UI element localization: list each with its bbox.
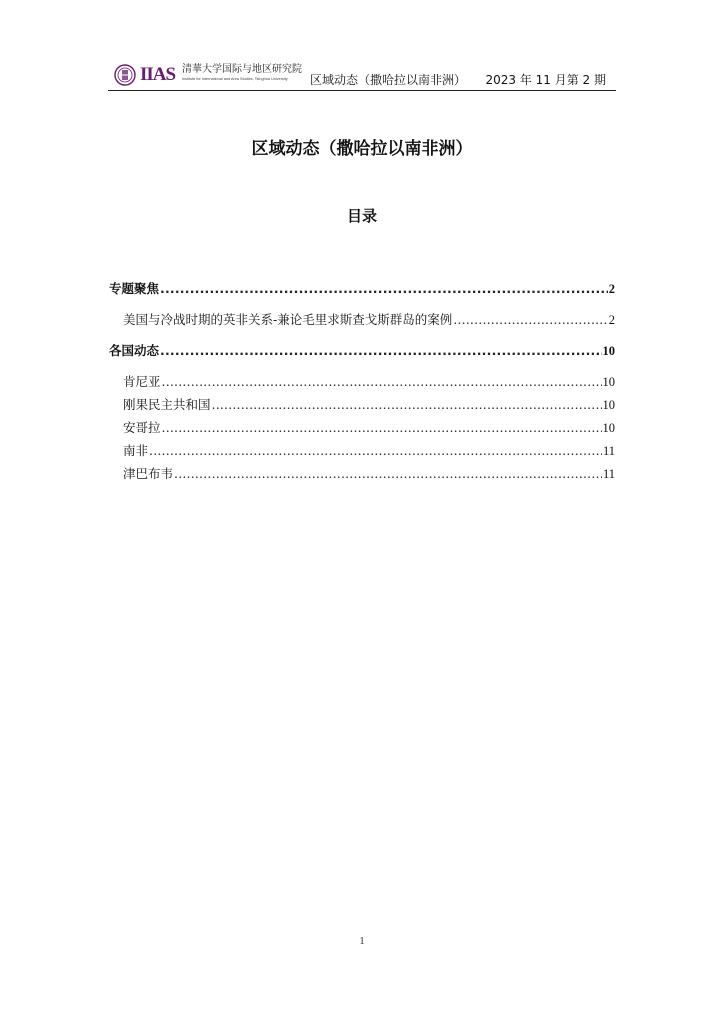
toc-dot-leader [212,396,602,414]
toc-entry[interactable] [109,342,615,365]
toc-entry[interactable] [109,396,615,419]
toc-entry[interactable] [109,311,615,334]
toc-entry[interactable] [109,465,615,488]
tsinghua-seal-icon [114,64,136,86]
logo-chinese-name: 清華大学国际与地区研究院 [182,64,302,75]
toc-entry-label: 津巴布韦 [123,466,174,481]
page-header [108,62,616,91]
toc-entry[interactable] [109,280,615,303]
toc-entry-page: 2 [608,282,615,296]
toc-entry-label: 专题聚焦 [109,281,160,296]
page-number: 1 [359,935,365,947]
toc-entry-page: 10 [602,375,615,389]
toc-dot-leader [160,280,608,298]
toc-dot-leader [160,342,601,360]
toc-entry-label: 美国与冷战时期的英非关系-兼论毛里求斯查戈斯群岛的案例 [123,312,453,327]
toc-heading: 目录 [346,207,377,225]
toc-entry-page: 2 [608,313,615,327]
toc-dot-leader [174,465,602,483]
toc-dot-leader [149,442,602,460]
table-of-contents [109,280,615,488]
toc-dot-leader [162,373,602,391]
toc-entry[interactable] [109,419,615,442]
toc-entry-page: 11 [602,444,615,458]
toc-entry-label: 安哥拉 [123,420,161,435]
header-section-title: 区域动态（撒哈拉以南非洲） [310,73,467,87]
toc-entry-page: 10 [602,344,615,358]
toc-entry-label: 南非 [123,443,149,458]
toc-entry-page: 10 [602,398,615,412]
toc-entry[interactable] [109,442,615,465]
logo-english-name: Institute for International and Area Studies, Tsinghua University [182,77,288,81]
toc-entry-page: 11 [602,467,615,481]
toc-entry-label: 肯尼亚 [123,374,161,389]
toc-entry-page: 10 [602,421,615,435]
toc-entry[interactable] [109,373,615,396]
toc-entry-label: 刚果民主共和国 [123,397,211,412]
logo-mark: IIAS [140,64,176,85]
toc-entry-label: 各国动态 [109,343,160,358]
toc-dot-leader [453,311,608,329]
header-issue: 2023 年 11 月第 2 期 [485,73,606,87]
document-title: 区域动态（撒哈拉以南非洲） [251,139,473,159]
toc-dot-leader [162,419,602,437]
